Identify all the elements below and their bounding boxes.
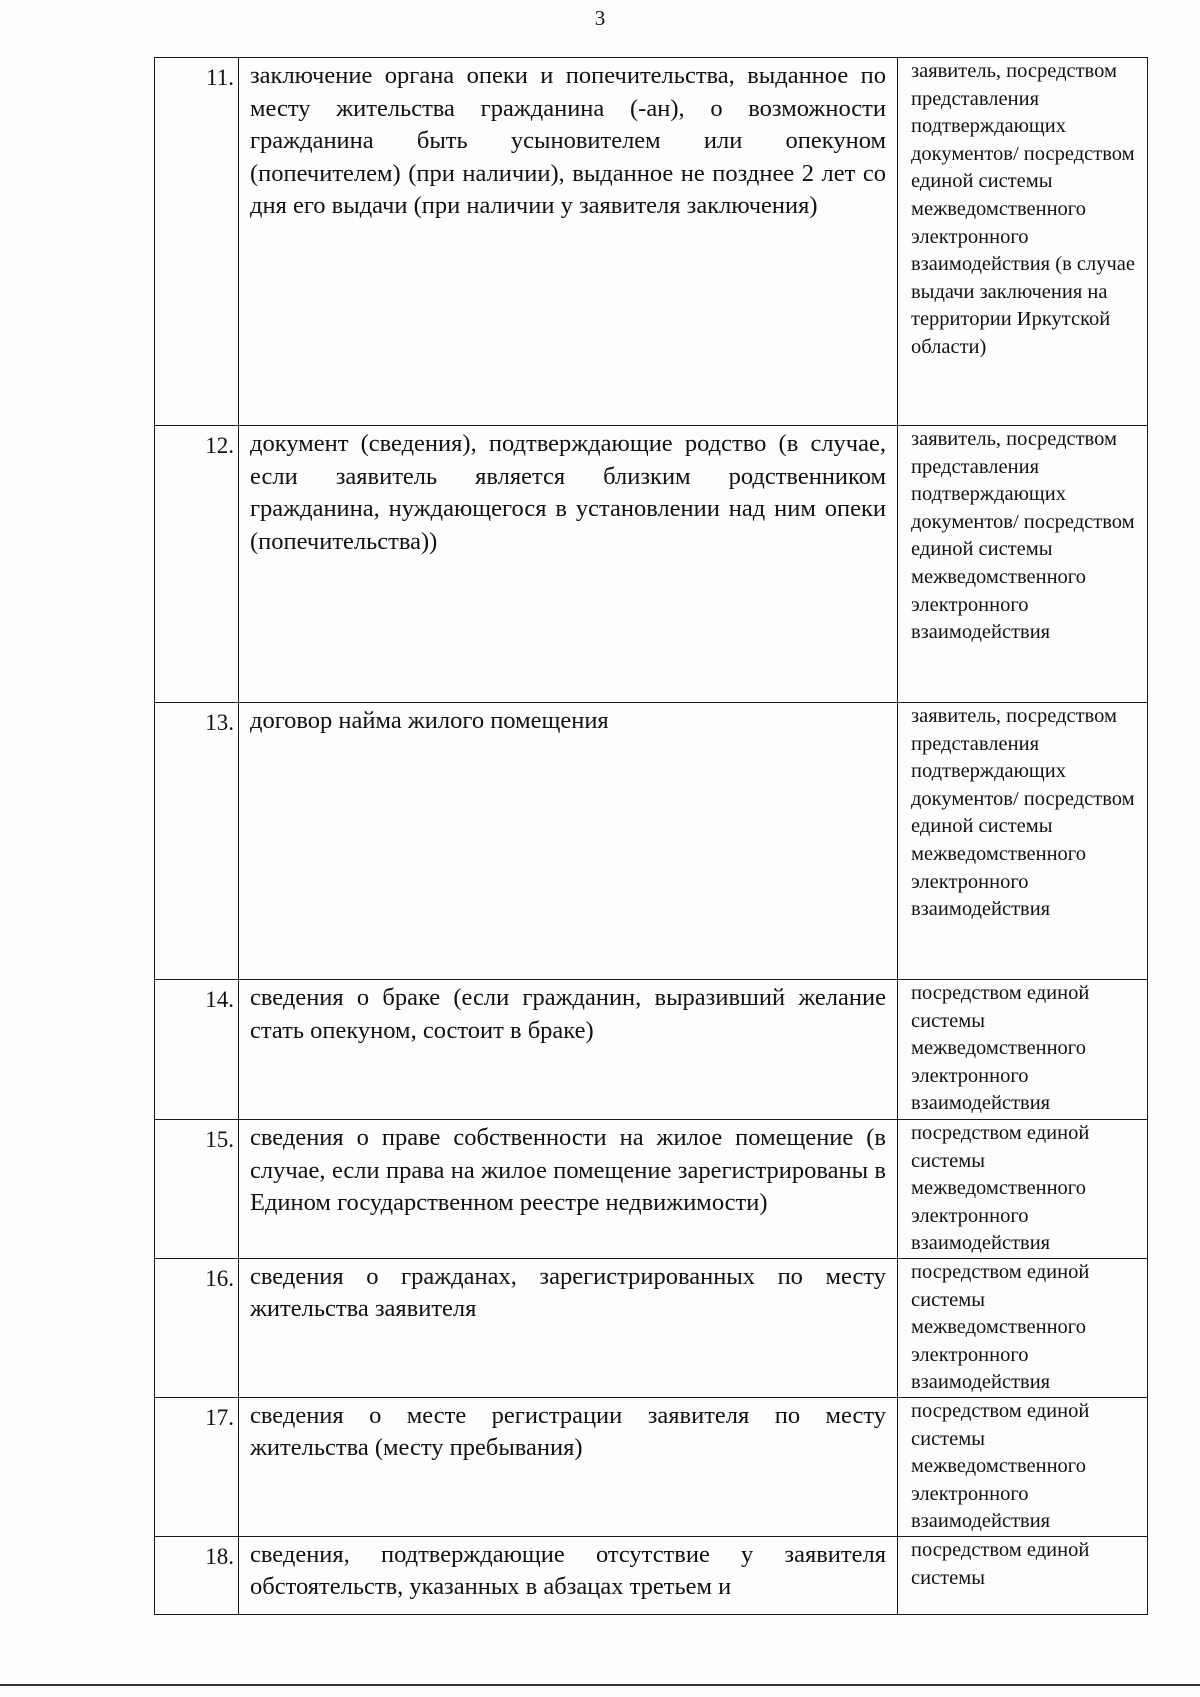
document-name: сведения о гражданах, зарегистрированных по месту жительства заявителя: [239, 1258, 898, 1397]
document-name: сведения, подтверждающие отсутствие у заявителя обстоятельств, указанных в абзацах третьем и: [239, 1536, 898, 1614]
row-number: 18.: [155, 1536, 239, 1614]
document-name: договор найма жилого помещения: [239, 703, 898, 980]
row-number: 13.: [155, 703, 239, 980]
document-name: сведения о месте регистрации заявителя по месту жительства (месту пребывания): [239, 1397, 898, 1536]
document-source: заявитель, посредством представления подтверждающих документов/ посредством единой системы межведомственного электронного взаимодействия (в случае выдачи заключения на территории Иркутской области): [898, 58, 1148, 426]
table-row: [155, 1536, 1148, 1614]
table-row: [155, 58, 1148, 426]
page-number: 3: [594, 6, 606, 30]
document-source: посредством единой системы: [898, 1536, 1148, 1614]
row-number: 11.: [155, 58, 239, 426]
page-bottom-rule: [0, 1684, 1200, 1686]
table-row: [155, 1397, 1148, 1536]
document-name: сведения о браке (если гражданин, выразивший желание стать опекуном, состоит в браке): [239, 980, 898, 1120]
document-source: заявитель, посредством представления подтверждающих документов/ посредством единой системы межведомственного электронного взаимодействия: [898, 426, 1148, 703]
table-row: [155, 426, 1148, 703]
document-name: сведения о праве собственности на жилое помещение (в случае, если права на жилое помещение зарегистрированы в Едином государственном реестре недвижимости): [239, 1120, 898, 1259]
row-number: 12.: [155, 426, 239, 703]
document-name: документ (сведения), подтверждающие родство (в случае, если заявитель является близким родственником гражданина, нуждающегося в установлении над ним опеки (попечительства)): [239, 426, 898, 703]
row-number: 17.: [155, 1397, 239, 1536]
table-row: [155, 980, 1148, 1120]
row-number: 14.: [155, 980, 239, 1120]
row-number: 15.: [155, 1120, 239, 1259]
document-source: посредством единой системы межведомственного электронного взаимодействия: [898, 1258, 1148, 1397]
row-number: 16.: [155, 1258, 239, 1397]
document-source: посредством единой системы межведомственного электронного взаимодействия: [898, 1397, 1148, 1536]
document-name: заключение органа опеки и попечительства, выданное по месту жительства гражданина (-ан), о возможности гражданина быть усыновителем или опекуном (попечителем) (при наличии), выданное не позднее 2 лет со дня его выдачи (при наличии у заявителя заключения): [239, 58, 898, 426]
table-row: [155, 1120, 1148, 1259]
table-row: [155, 703, 1148, 980]
document-source: заявитель, посредством представления подтверждающих документов/ посредством единой системы межведомственного электронного взаимодействия: [898, 703, 1148, 980]
table-row: [155, 1258, 1148, 1397]
document-source: посредством единой системы межведомственного электронного взаимодействия: [898, 980, 1148, 1120]
document-source: посредством единой системы межведомственного электронного взаимодействия: [898, 1120, 1148, 1259]
documents-table: [154, 57, 1148, 1615]
